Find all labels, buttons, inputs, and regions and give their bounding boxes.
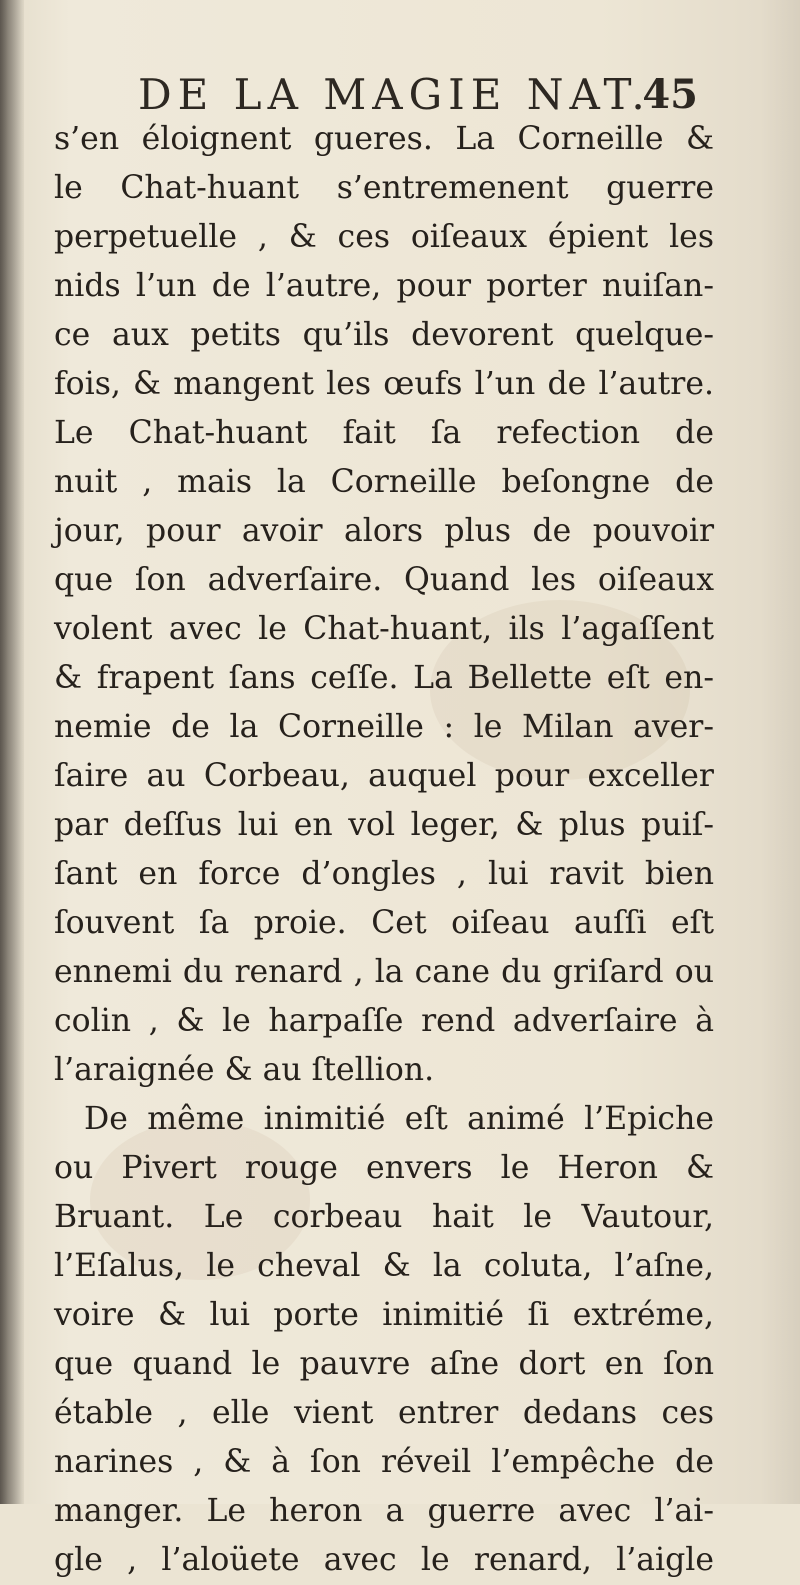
text-line: étable , elle vient entrer dedans ces: [54, 1395, 714, 1431]
text-line: voire & lui porte inimitié ſi extréme,: [54, 1297, 714, 1333]
text-line: par deſſus lui en vol leger, & plus puiſ-: [54, 807, 714, 843]
text-line: le Chat-huant s’entremenent guerre: [54, 170, 714, 206]
text-line: manger. Le heron a guerre avec l’ai-: [54, 1493, 714, 1529]
page-number: 45: [642, 71, 698, 118]
text-line: & frapent ſans ceſſe. La Bellette eſt en-: [54, 660, 714, 696]
text-line: jour, pour avoir alors plus de pouvoir: [54, 513, 714, 549]
text-line: De même inimitié eſt animé l’Epiche: [84, 1101, 714, 1137]
text-line: colin , & le harpaſſe rend adverſaire à: [54, 1003, 714, 1039]
text-line: ſaire au Corbeau, auquel pour exceller: [54, 758, 714, 794]
text-line: que quand le pauvre aſne dort en ſon: [54, 1346, 714, 1382]
paragraph-1: [54, 115, 714, 1095]
text-line: ſant en force d’ongles , lui ravit bien: [54, 856, 714, 892]
text-line: l’araignée & au ſtellion.: [54, 1052, 435, 1088]
text-line: ce aux petits qu’ils devorent quelque-: [54, 317, 714, 353]
text-line: s’en éloignent gueres. La Corneille &: [54, 121, 714, 157]
binding-shadow: [0, 0, 24, 1504]
text-line: ennemi du renard , la cane du griſard ou: [54, 954, 714, 990]
text-line: ou Pivert rouge envers le Heron &: [54, 1150, 714, 1186]
text-line: nids l’un de l’autre, pour porter nuiſan-: [54, 268, 714, 304]
paragraph-2: [54, 1095, 714, 1585]
text-line: nuit , mais la Corneille beſongne de: [54, 464, 714, 500]
text-line: Bruant. Le corbeau hait le Vautour,: [54, 1199, 714, 1235]
running-head: [138, 68, 698, 122]
text-line: narines , & à ſon réveil l’empêche de: [54, 1444, 714, 1480]
text-block: [54, 115, 714, 1585]
text-line: volent avec le Chat-huant, ils l’agaſſent: [54, 611, 714, 647]
running-head-title: DE LA MAGIE NAT.: [138, 70, 651, 119]
text-line: que ſon adverſaire. Quand les oiſeaux: [54, 562, 714, 598]
text-line: fois, & mangent les œufs l’un de l’autre.: [54, 366, 714, 402]
text-line: ſouvent ſa proie. Cet oiſeau auſſi eſt: [54, 905, 714, 941]
text-line: Le Chat-huant fait ſa refection de: [54, 415, 714, 451]
text-line: gle , l’aloüete avec le renard, l’aigle: [54, 1542, 714, 1578]
text-line: l’Eſalus, le cheval & la coluta, l’aſne,: [54, 1248, 714, 1284]
text-line: nemie de la Corneille : le Milan aver-: [54, 709, 714, 745]
text-line: perpetuelle , & ces oiſeaux épient les: [54, 219, 714, 255]
